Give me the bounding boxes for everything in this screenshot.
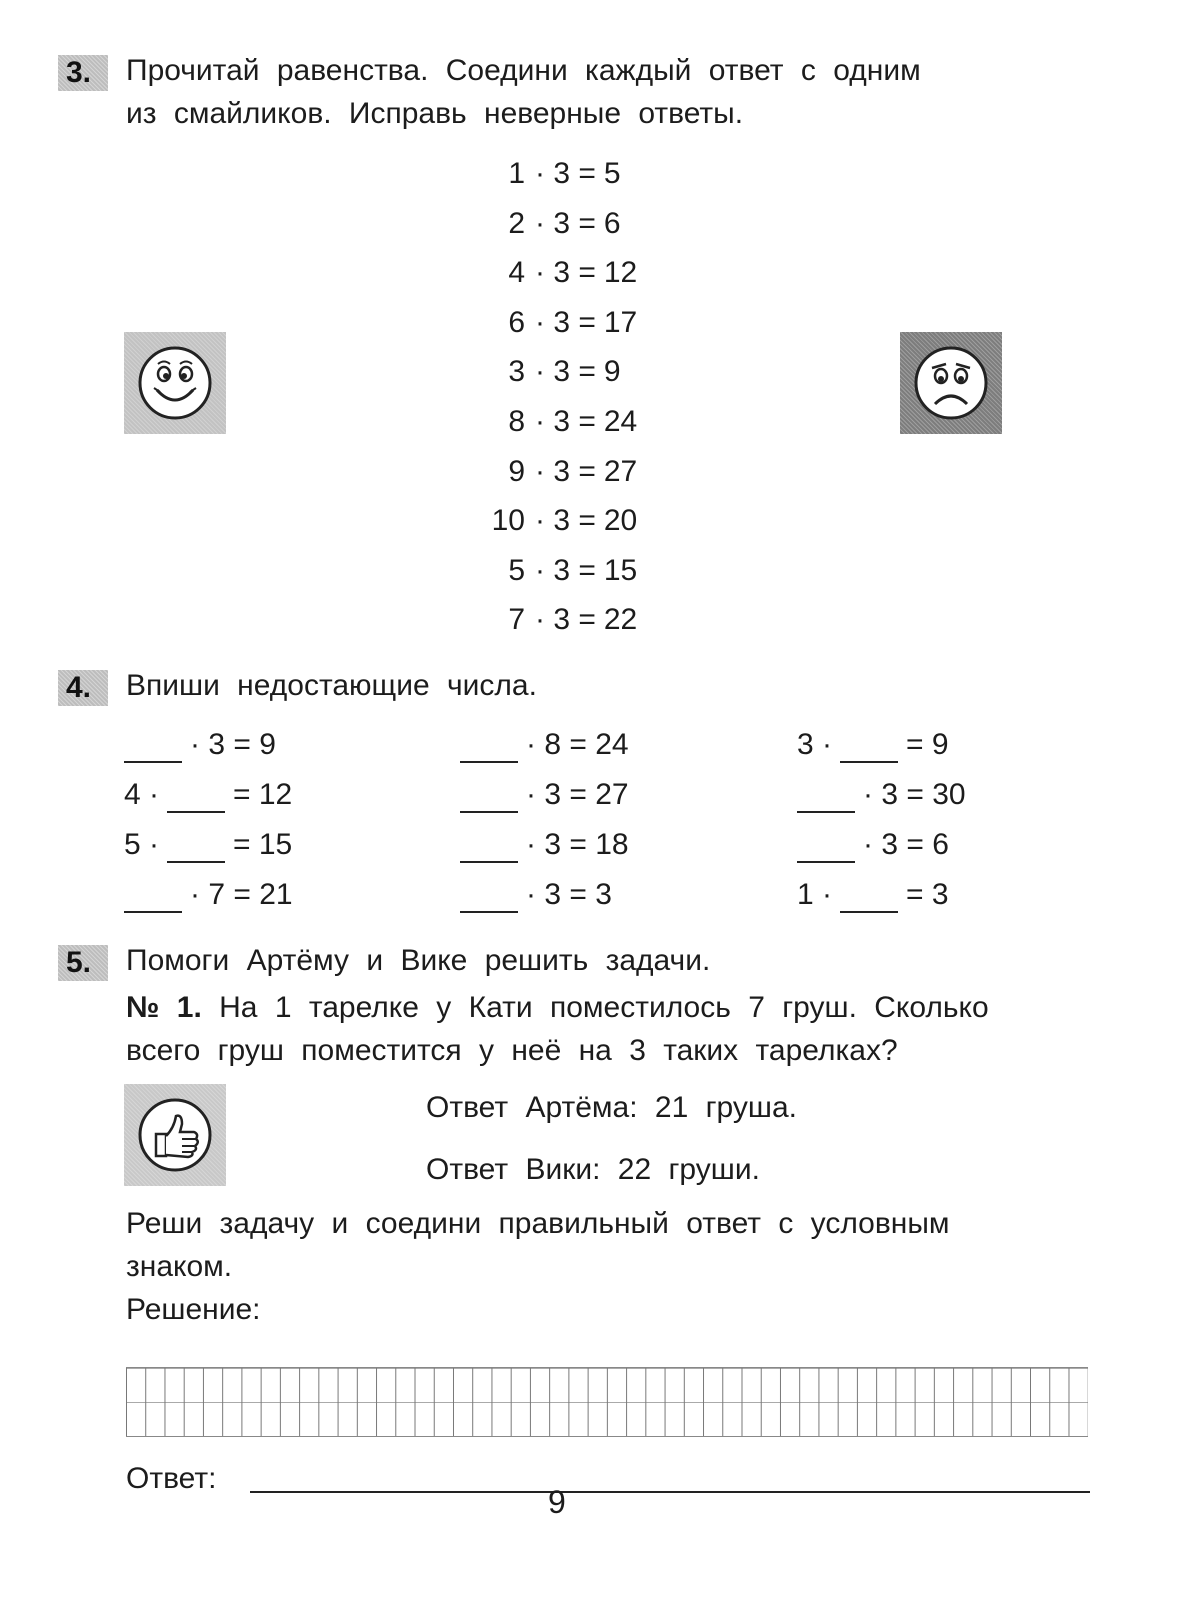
solution-grid[interactable] bbox=[126, 1367, 1088, 1437]
equation-operator: · 3 = bbox=[535, 603, 596, 637]
fill-in-expression bbox=[124, 827, 292, 863]
problem-1-text-line-1: На 1 тарелке у Кати поместилось 7 груш. Сколько bbox=[219, 991, 989, 1024]
fill-in-expression bbox=[797, 777, 966, 813]
equation-result[interactable]: 5 bbox=[603, 157, 621, 190]
fill-in-expression bbox=[797, 877, 949, 913]
task-4-number: 4. bbox=[58, 670, 108, 706]
fill-in-expression bbox=[124, 727, 276, 763]
expression-suffix: · 3 = 6 bbox=[863, 828, 949, 861]
problem-1-label: № 1. bbox=[126, 991, 202, 1024]
equation-row bbox=[430, 255, 670, 291]
equation-row bbox=[430, 305, 670, 341]
answer-blank[interactable] bbox=[840, 733, 898, 763]
fill-in-expression bbox=[460, 727, 629, 763]
fill-in-expression bbox=[460, 777, 629, 813]
artem-answer: Ответ Артёма: 21 груша. bbox=[426, 1091, 797, 1124]
answer-blank[interactable] bbox=[124, 733, 182, 763]
page-number: 9 bbox=[548, 1484, 566, 1520]
thumbs-up-icon bbox=[124, 1084, 226, 1186]
equation-operator: · 3 = bbox=[535, 305, 596, 339]
task-5-instruction-line-1: Реши задачу и соедини правильный ответ с условным bbox=[126, 1207, 950, 1240]
expression-suffix: = 12 bbox=[233, 778, 293, 811]
fill-in-expression bbox=[797, 727, 949, 763]
task-5-number: 5. bbox=[58, 945, 108, 981]
task-3-instruction-line-2: из смайликов. Исправь неверные ответы. bbox=[126, 97, 744, 130]
equation-operator: · 3 = bbox=[535, 355, 596, 389]
equation-result[interactable]: 9 bbox=[603, 355, 621, 389]
task-5-instruction-line-2: знаком. bbox=[126, 1250, 233, 1283]
equation-left-operand: 9 bbox=[508, 454, 525, 488]
equation-left-operand: 1 bbox=[508, 157, 525, 190]
equation-left-operand: 2 bbox=[508, 206, 525, 240]
equation-row bbox=[430, 404, 670, 440]
answer-blank[interactable] bbox=[167, 783, 225, 813]
fill-in-expression bbox=[797, 827, 949, 863]
expression-suffix: · 3 = 3 bbox=[526, 878, 612, 911]
vika-answer: Ответ Вики: 22 груши. bbox=[426, 1153, 760, 1186]
equation-left-operand: 10 bbox=[491, 504, 525, 538]
equation-result[interactable]: 6 bbox=[603, 206, 621, 240]
equation-row bbox=[430, 156, 670, 192]
equation-operator: · 3 = bbox=[535, 454, 596, 488]
smiley-sad-icon bbox=[900, 332, 1002, 434]
expression-suffix: · 3 = 9 bbox=[190, 728, 276, 761]
equation-result[interactable]: 24 bbox=[603, 405, 638, 438]
expression-suffix: · 3 = 27 bbox=[526, 778, 629, 811]
expression-prefix: 4 · bbox=[124, 778, 160, 811]
task-4-title: Впиши недостающие числа. bbox=[126, 669, 537, 702]
fill-in-expression bbox=[124, 877, 293, 913]
answer-blank[interactable] bbox=[460, 783, 518, 813]
equation-operator: · 3 = bbox=[535, 504, 596, 538]
equation-operator: · 3 = bbox=[535, 553, 596, 587]
equation-left-operand: 5 bbox=[508, 553, 525, 587]
equation-left-operand: 8 bbox=[508, 405, 525, 438]
answer-label: Ответ: bbox=[126, 1462, 217, 1495]
expression-suffix: = 9 bbox=[906, 728, 949, 761]
equation-left-operand: 3 bbox=[508, 355, 525, 389]
expression-suffix: = 3 bbox=[906, 878, 949, 911]
answer-blank[interactable] bbox=[460, 733, 518, 763]
expression-suffix: = 15 bbox=[233, 828, 293, 861]
solution-label: Решение: bbox=[126, 1293, 261, 1326]
equation-row bbox=[430, 602, 670, 638]
equation-operator: · 3 = bbox=[535, 405, 596, 438]
equation-row bbox=[430, 503, 670, 539]
answer-blank[interactable] bbox=[167, 833, 225, 863]
equation-operator: · 3 = bbox=[535, 256, 596, 290]
equation-result[interactable]: 12 bbox=[603, 256, 638, 290]
answer-blank[interactable] bbox=[797, 783, 855, 813]
expression-prefix: 5 · bbox=[124, 828, 160, 861]
answer-line[interactable] bbox=[250, 1491, 1090, 1493]
answer-blank[interactable] bbox=[124, 883, 182, 913]
fill-in-expression bbox=[460, 877, 612, 913]
equation-left-operand: 4 bbox=[508, 256, 525, 290]
equation-result[interactable]: 17 bbox=[603, 305, 638, 339]
answer-blank[interactable] bbox=[797, 833, 855, 863]
task-5-title: Помоги Артёму и Вике решить задачи. bbox=[126, 944, 711, 977]
equation-left-operand: 7 bbox=[508, 603, 525, 637]
answer-blank[interactable] bbox=[460, 883, 518, 913]
equation-operator: · 3 = bbox=[535, 157, 596, 190]
expression-suffix: · 3 = 30 bbox=[863, 778, 966, 811]
task-3-number: 3. bbox=[58, 55, 108, 91]
expression-suffix: · 7 = 21 bbox=[190, 878, 293, 911]
equation-result[interactable]: 27 bbox=[603, 454, 638, 488]
expression-suffix: · 8 = 24 bbox=[526, 728, 629, 761]
expression-suffix: · 3 = 18 bbox=[526, 828, 629, 861]
equation-result[interactable]: 15 bbox=[603, 553, 638, 587]
equation-row bbox=[430, 553, 670, 589]
equation-result[interactable]: 22 bbox=[603, 603, 638, 637]
fill-in-expression bbox=[460, 827, 629, 863]
expression-prefix: 1 · bbox=[797, 878, 833, 911]
task-3-instruction-line-1: Прочитай равенства. Соедини каждый ответ с одним bbox=[126, 54, 921, 87]
equation-operator: · 3 = bbox=[535, 206, 596, 240]
equation-left-operand: 6 bbox=[508, 305, 525, 339]
equation-row bbox=[430, 206, 670, 242]
answer-blank[interactable] bbox=[460, 833, 518, 863]
fill-in-expression bbox=[124, 777, 292, 813]
equation-row bbox=[430, 354, 670, 390]
smiley-happy-icon bbox=[124, 332, 226, 434]
problem-1-line-1 bbox=[126, 990, 989, 1026]
expression-prefix: 3 · bbox=[797, 728, 833, 761]
equation-row bbox=[430, 454, 670, 490]
problem-1-line-2: всего груш поместится у неё на 3 таких тарелках? bbox=[126, 1034, 898, 1067]
answer-blank[interactable] bbox=[840, 883, 898, 913]
equation-result[interactable]: 20 bbox=[603, 504, 638, 538]
